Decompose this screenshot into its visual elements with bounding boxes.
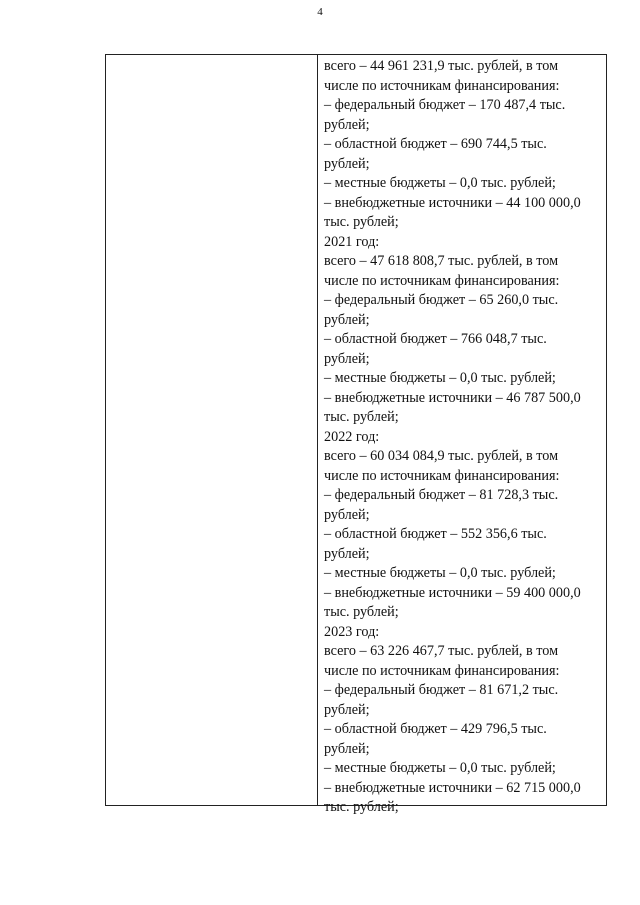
text-line: – областной бюджет – 429 796,5 тыс. [324, 721, 547, 737]
year-heading: 2021 год: [324, 233, 380, 250]
text-line: – местные бюджеты – 0,0 тыс. рублей; [324, 370, 556, 386]
text-line: всего – 44 961 231,9 тыс. рублей, в том [324, 58, 559, 74]
text-line: – областной бюджет – 766 048,7 тыс. [324, 331, 547, 347]
text-line: рублей; [324, 545, 370, 562]
text-line: тыс. рублей; [324, 799, 399, 815]
text-line: всего – 60 034 084,9 тыс. рублей, в том [324, 448, 559, 464]
year-heading: 2022 год: [324, 428, 380, 445]
text-line: – местные бюджеты – 0,0 тыс. рублей; [324, 565, 556, 581]
text-line: числе по источникам финансирования: [324, 662, 560, 679]
text-line: рублей; [324, 311, 370, 328]
text-line: рублей; [324, 701, 370, 718]
text-line: тыс. рублей; [324, 409, 399, 425]
text-line: – областной бюджет – 552 356,6 тыс. [324, 526, 547, 542]
page-number: 4 [317, 6, 323, 18]
text-line: – местные бюджеты – 0,0 тыс. рублей; [324, 175, 556, 191]
text-line: – внебюджетные источники – 44 100 000,0 [324, 194, 581, 211]
text-line: – федеральный бюджет – 81 671,2 тыс. [324, 682, 559, 698]
text-line: – внебюджетные источники – 46 787 500,0 [324, 389, 581, 406]
year-heading: 2023 год: [324, 623, 380, 640]
text-line: числе по источникам финансирования: [324, 272, 560, 289]
text-line: всего – 47 618 808,7 тыс. рублей, в том [324, 253, 559, 269]
text-line: всего – 63 226 467,7 тыс. рублей, в том [324, 643, 559, 659]
text-line: – областной бюджет – 690 744,5 тыс. [324, 136, 547, 152]
text-line: рублей; [324, 155, 370, 172]
text-line: числе по источникам финансирования: [324, 467, 560, 484]
text-line: – местные бюджеты – 0,0 тыс. рублей; [324, 760, 556, 776]
text-line: числе по источникам финансирования: [324, 77, 560, 94]
text-line: тыс. рублей; [324, 604, 399, 620]
text-line: рублей; [324, 116, 370, 133]
text-line: – федеральный бюджет – 170 487,4 тыс. [324, 97, 566, 113]
text-line: тыс. рублей; [324, 214, 399, 230]
text-line: – внебюджетные источники – 59 400 000,0 [324, 584, 581, 601]
text-line: рублей; [324, 506, 370, 523]
table-right-column [318, 55, 606, 815]
table-left-column [106, 55, 318, 805]
text-line: рублей; [324, 350, 370, 367]
text-line: – федеральный бюджет – 65 260,0 тыс. [324, 292, 559, 308]
text-line: – федеральный бюджет – 81 728,3 тыс. [324, 487, 559, 503]
text-line: рублей; [324, 740, 370, 757]
financing-table [105, 54, 607, 815]
text-line: – внебюджетные источники – 62 715 000,0 [324, 779, 581, 796]
